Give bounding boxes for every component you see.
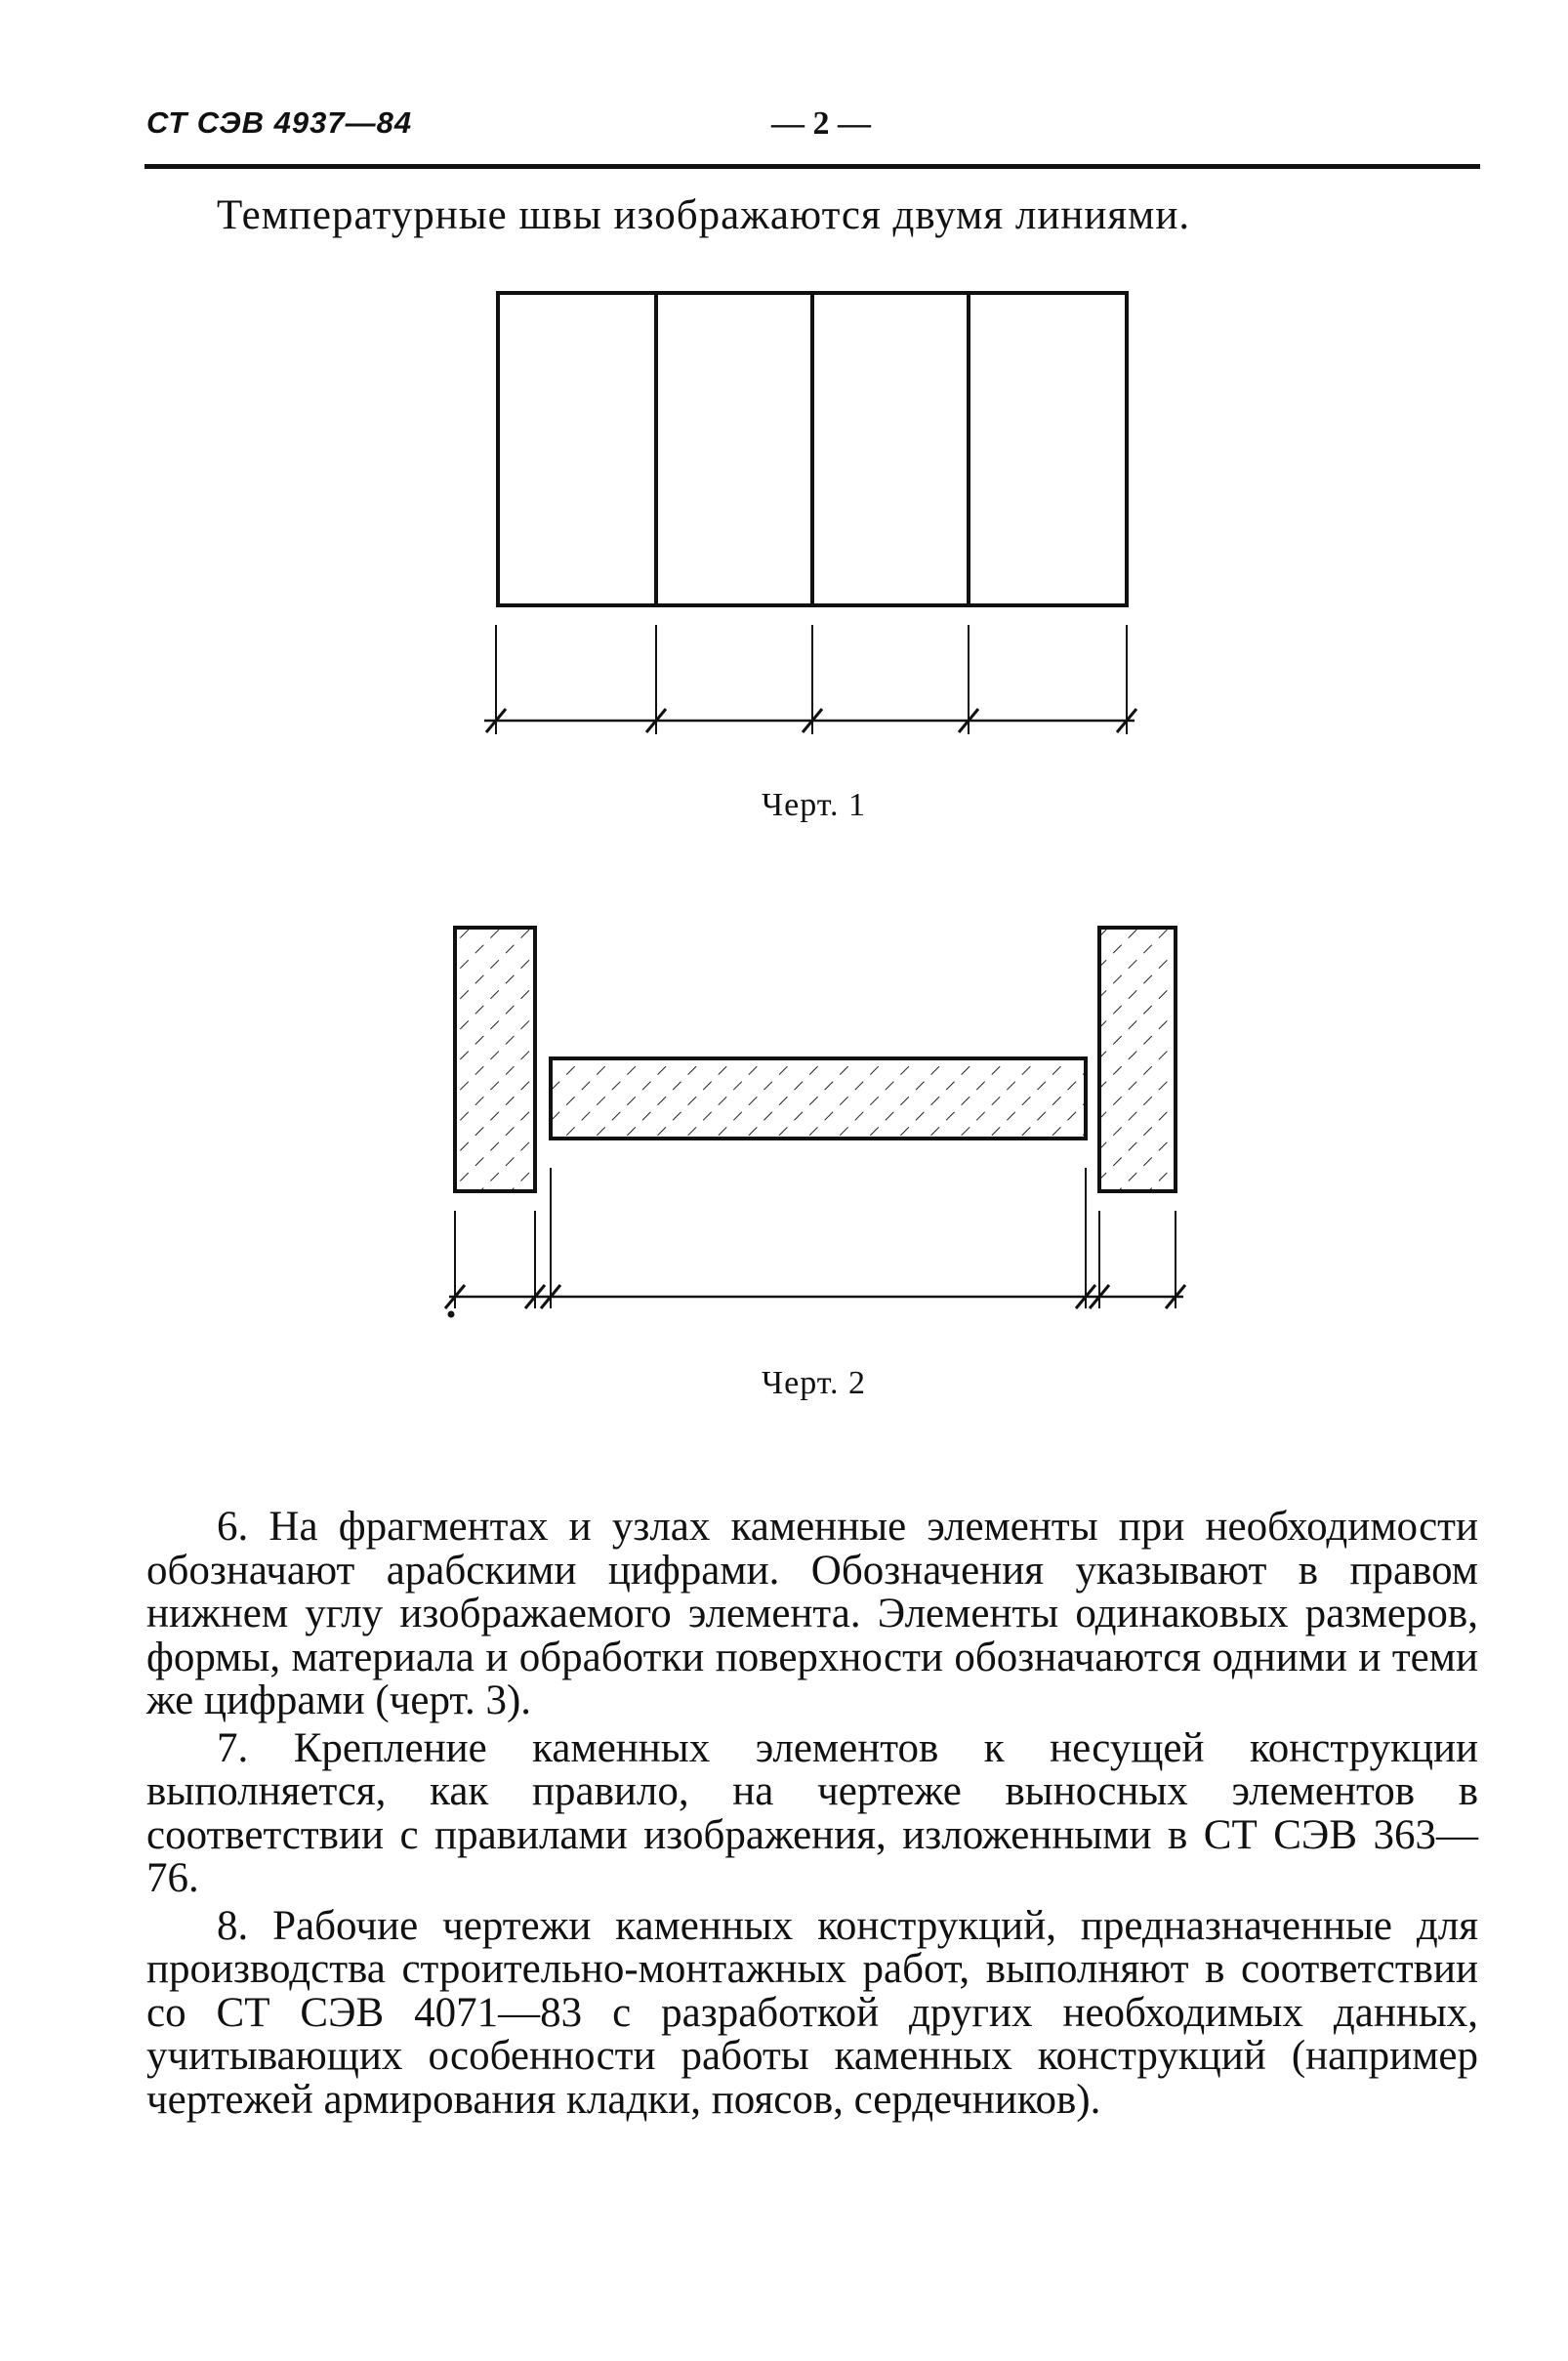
figure-2-caption: Черт. 2	[762, 1365, 867, 1401]
fig2-left-post	[455, 928, 535, 1191]
figure-1-caption: Черт. 1	[762, 787, 867, 823]
paragraph-7: 7. Крепление каменных элементов к несущей конструкции выполняется, как правило, на чертеже выносных элементов в соответствии с правилами изображения, изложенными в СТ СЭВ 363—76.	[146, 1724, 1478, 1901]
fig2-beam	[551, 1058, 1086, 1139]
paragraph-8: 8. Рабочие чертежи каменных конструкций, предназначенные для производства строительно-монтажных работ, выполняют в соответствии со СТ СЭВ 4071—83 с разработкой других необходимых данных, учитывающих особенности работы каменных конструкций (например чертежей армирования кладки, поясов, сердечников).	[146, 1902, 1478, 2123]
paragraph-6: 6. На фрагментах и узлах каменные элементы при необходимости обозначают арабскими цифрами. Обозначения указывают в правом нижнем углу изображаемого элемента. Элементы одинаковых размеров, формы, материала и обработки поверхности обозначаются одними и теми же цифрами (черт. 3).	[146, 1504, 1478, 1723]
figure-2-drawing	[445, 928, 1185, 1318]
page-number: — 2 —	[771, 105, 871, 142]
intro-line: Температурные швы изображаются двумя линиями.	[217, 192, 1191, 238]
figure-1-drawing	[484, 293, 1136, 734]
document-code: СТ СЭВ 4937—84	[146, 105, 413, 140]
fig2-right-post	[1099, 928, 1176, 1191]
body-text	[146, 1506, 1478, 2126]
